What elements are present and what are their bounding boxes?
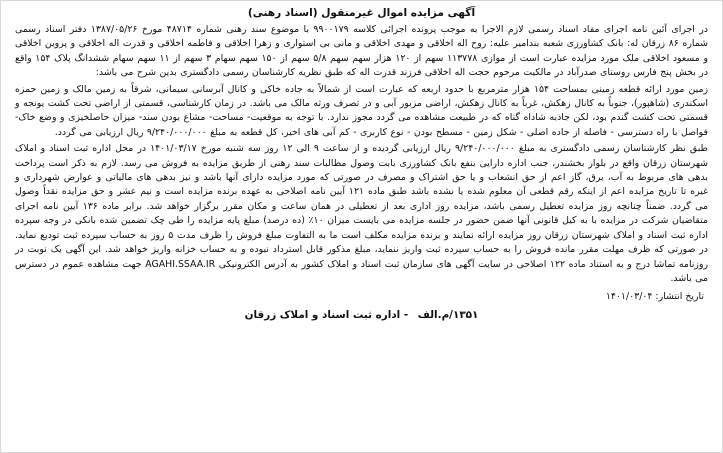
- sentence: در اجرای آئین نامه اجرای مفاد اسناد رسمی لازم الاجرا به موجب پرونده اجرائی کلاسه ۹۹۰۰۱۷۹ با موضوع سند رهنی شماره ۴۸۷۱۴ مورخ ۱۳۸۷/۰۵/۲۶ دفتر اسناد رسمی شماره ۸۶ زرقان له: بانک کشاورزی شعبه بندامیر علیه: روح اله اخلاقی و مهدی اخلاقی و مانی بی استواری و زهرا اخلاقی و فاطمه اخلاقی و قدرت اله اخلاقی و پروین اخلاقی و مسعود اخلاقی: [15, 24, 709, 64]
- sentence: در صورتی که ظرف مهلت مقرر مانده فروش را به حساب سپرده ثبت واریز ننماید، مبلغ مذکور قابل استرداد نبوده و به حساب خزانه واریز خواهد شد.: [104, 244, 708, 256]
- sentence: زمین مورد ارائه قطعه زمینی بمساحت ۱۵۴ هزار مترمربع با حدود اربعه که عبارت است از شمالاً به جاده خاکی و کانال آبرسانی سیمانی، شرقاً به زمین مالک و زمین حمزه اسکندری (شاهپور)، جنوباً به کانال زهکش، غرباً به کانال زهکش، اراضی مزبور آبی و در تصرف ورثه مالک می باشد.: [15, 83, 709, 110]
- paragraph-auction-terms: [15, 142, 708, 286]
- sentence: ملک مورد مزایده عبارت است از موازی ۱۱۳۷۷۸ سهم از ۱۲۰ هزار سهم سهم ۵/۸ سهم از ۱۵۰ سهم سهام ۳ سهم از ۱۱ سهم سهام ششدانگ پلاک ۱۵۴ واقع در بخش پنج فارس روستای صدرآباد در مالکیت مرحوم حجت اله اخلاقی فرزند قدرت اله که طبق نظریه کارشناسان رسمی دادگستری بدین شرح می باشد:: [15, 52, 708, 79]
- sentence: برابر ماده ۱۳۶ آیین نامه اجرای متقاضیان شرکت در مزایده با به کیل قانونی آنها ضمن حضور در جلسه مزایده می بایست میزان ۱۰٪ (ده درصد) مبلغ پایه مزایده را طی چک تضمین شده بانکی در وجه سپرده اداره ثبت اسناد و املاک شهرستان زرقان روز مزایده ارائه نمایند و برنده مزایده مکلف است ما به التفاوت مبلغ فروش را ظرف مدت ۵ روز به حساب سپرده ثبت تودیع نماید.: [15, 200, 708, 241]
- sentence: طبق نظر کارشناسان رسمی دادگستری به مبلغ ۹/۲۴۰/۰۰۰/۰۰۰ ریال ارزیابی گردیده و از ساعت ۹ الی ۱۲ روز سه شنبه مورخ ۱۴۰۱/۰۳/۱۷ در محل اداره ثبت اسناد و املاک شهرستان زرقان واقع در بلوار بخشندر، جنب اداره دارایی بنفع بانک کشاورزی بابت وصول مطالبات سند رهنی از طریق مزایده به فروش می رسد.: [15, 143, 708, 169]
- sentence: با توجه به موقعیت- مساحت- مشاع بودن سند- میزان حاصلخیزی و وضع خاک- فواصل با راه دسترسی - فاصله از جاده اصلی - شکل زمین - مسطح بودن - نوع کاربری - کم آبی های اخیر، کل قطعه به مبلغ ۹/۲۴۰/۰۰۰/۰۰۰ ریال ارزیابی می گردد.: [15, 112, 708, 138]
- publish-date: تاریخ انتشار: ۱۴۰۱/۰۳/۰۴: [605, 291, 704, 303]
- sentence: ضمناً چنانچه روز مزایده تعطیل رسمی باشد، مزایده روز اداری بعد از تعطیلی در همان ساعت و مکان مقرر برگزار خواهد شد.: [146, 200, 666, 212]
- paragraph-property-description: [15, 83, 708, 141]
- office-code: ۱۳۵۱/م.الف: [417, 308, 479, 321]
- office-name: - اداره ثبت اسناد و املاک زرقان: [244, 308, 409, 321]
- sentence: این آگهی یک نوبت در روزنامه تماشا درج و به استناد ماده ۱۲۲ اصلاحی در سایت آگهی های سازمان ثبت اسناد و املاک کشور به آدرس الکترونیکی AGAHI.SSAA.IR جهت مشاهده عموم در دسترس می باشد.: [15, 244, 708, 284]
- office-signature: [15, 308, 708, 322]
- paragraph-case-details: [15, 23, 708, 81]
- sentence: در زمان کارشناسی، قسمتی از اراضی تحت کشت یونجه و قسمتی تحت کشت گندم بود، لکن جاذبه شاداه گناه که در طبیعت مشاهده می گردد مجوز ندارد.: [15, 98, 708, 124]
- notice-title: آگهی مزایده اموال غیرمنقول (اسناد رهنی): [247, 7, 476, 19]
- sentence: لازم به ذکر است پرداخت بدهی های مربوط به آب، برق، گاز اعم از حق انشعاب و یا حق اشتراک و مصرف در صورتی که مورد مزایده دارای آنها باشد و نیز بدهی های مالیاتی و عوارض شهرداری و غیره تا تاریخ مزایده اعم از اینکه رقم قطعی آن معلوم شده یا نشده باشد طبق ماده ۱۲۱ آیین نامه اصلاحی به عهده برنده مزایده است و نیم عشر و حق مزایده نقداً وصول می گردد.: [15, 157, 709, 212]
